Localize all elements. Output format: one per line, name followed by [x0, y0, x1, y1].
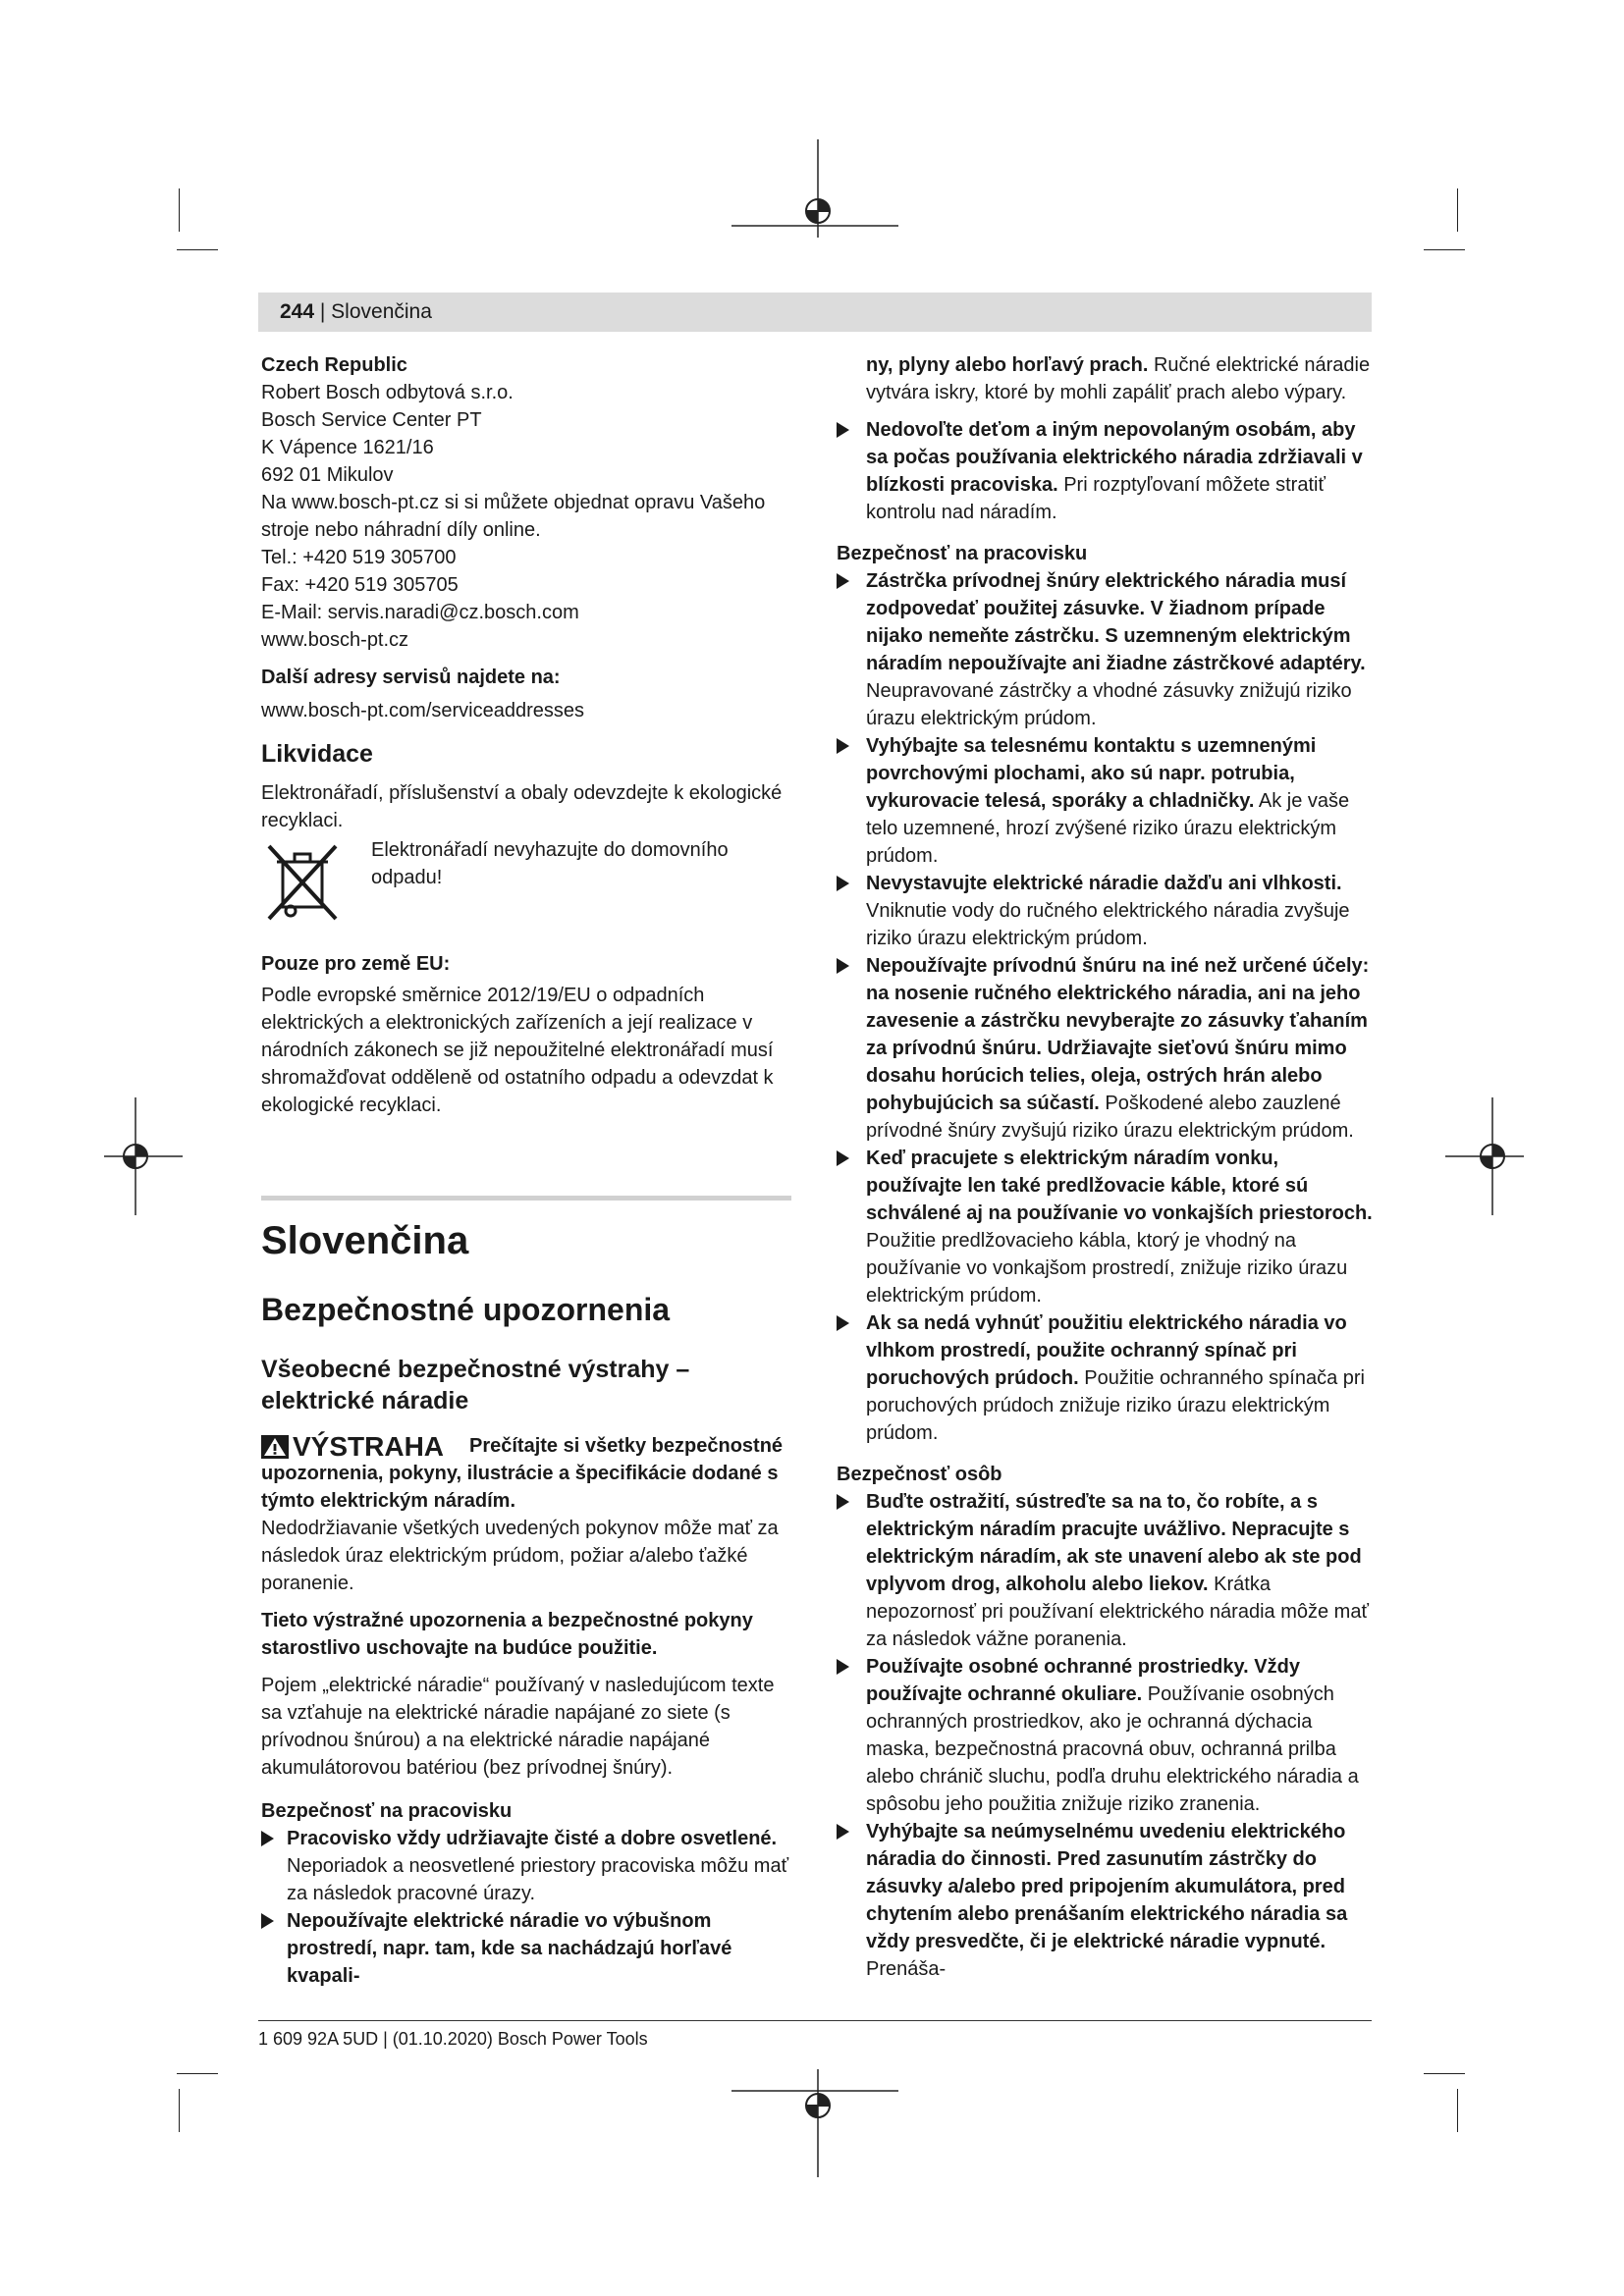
- crop-mark: [179, 2089, 180, 2132]
- warning-label: [261, 1432, 469, 1462]
- bullet-arrow-icon: [837, 1315, 849, 1331]
- weee-notice: [261, 836, 791, 923]
- contact-phone: Tel.: +420 519 305700: [261, 547, 457, 568]
- workplace-item: Pracovisko vždy udržiavajte čisté a dobre osvetlené. Neporiadok a neosvetlené priestory pracoviska môžu mať za následok pracovné úrazy.: [261, 1825, 791, 1907]
- footer-text: 1 609 92A 5UD | (01.10.2020) Bosch Power Tools: [258, 2029, 648, 2049]
- crop-mark: [1424, 2073, 1465, 2074]
- page-footer: [258, 2020, 1372, 2050]
- eu-text: Podle evropské směrnice 2012/19/EU o odpadních elektrických a elektronických zařízeních a její realizace v národních zákonech se již nepoužitelné elektronářadí musí shromažďovat odděleně od ostatního odpadu a odevzdat k ekologické recyklaci.: [261, 985, 774, 1116]
- electrical-item: Zástrčka prívodnej šnúry elektrického náradia musí zodpovedať použitej zásuvke. V žiadnom prípade nijako nemeňte zástrčku. S uzemneným elektrickým náradím nepoužívajte ani žiadne zástrčkové adaptéry. Neupravované zástrčky a vhodné zásuvky znižujú riziko úrazu elektrickým prúdom.: [837, 567, 1375, 732]
- bullet-arrow-icon: [837, 958, 849, 974]
- registration-mark-bottom: [731, 2069, 898, 2177]
- weee-text: Elektronářadí nevyhazujte do domovního odpadu!: [371, 839, 729, 888]
- workplace-item: Nepoužívajte elektrické náradie vo výbušnom prostredí, napr. tam, kde sa nachádzajú horľavé kvapali-: [261, 1907, 791, 1990]
- warning-word: VÝSTRAHA: [293, 1431, 445, 1462]
- safety-title: Bezpečnostné upozornenia: [261, 1292, 671, 1327]
- more-addresses-url: www.bosch-pt.com/serviceaddresses: [261, 700, 585, 721]
- persons-heading: Bezpečnosť osôb: [837, 1464, 1002, 1485]
- general-warnings-title: Všeobecné bezpečnostné výstrahy – elektrické náradie: [261, 1356, 690, 1415]
- header-separator: |: [314, 300, 332, 323]
- term-definition: Pojem „elektrické náradie“ používaný v nasledujúcom texte sa vzťahuje na elektrické náradie napájané zo siete (s prívodnou šnúrou) a na elektrické náradie napájané akumulátorovou batériou (bez prívodnej šnúry).: [261, 1675, 775, 1779]
- persons-item: Používajte osobné ochranné prostriedky. Vždy používajte ochranné okuliare. Používanie osobných ochranných prostriedkov, ako je ochranná dýchacia maska, bezpečnostná pracovná obuv, ochranná prilba alebo chránič sluchu, podľa druhu elektrického náradia a spôsobu jeho použitia znižuje riziko zranenia.: [837, 1653, 1375, 1818]
- contact-line: K Vápence 1621/16: [261, 437, 434, 458]
- contact-line: Bosch Service Center PT: [261, 409, 482, 431]
- section-divider: [261, 1196, 791, 1201]
- bullet-arrow-icon: [261, 1831, 274, 1846]
- disposal-text: Elektronářadí, příslušenství a obaly odevzdejte k ekologické recyklaci.: [261, 782, 783, 831]
- eu-heading: Pouze pro země EU:: [261, 953, 451, 975]
- warning-triangle-icon: [261, 1435, 289, 1459]
- electrical-item: Ak sa nedá vyhnúť použitiu elektrického náradia vo vlhkom prostredí, použite ochranný spínač pri poruchových prúdoch. Použitie ochranného spínača pri poruchových prúdoch znižuje riziko úrazu elektrickým prúdom.: [837, 1309, 1375, 1447]
- left-column: [261, 351, 791, 1990]
- electrical-item: Keď pracujete s elektrickým náradím vonku, používajte len také predlžovacie káble, ktoré sú schválené aj na používanie vo vonkajších priestoroch. Použitie predlžovacieho kábla, ktorý je vhodný na používanie vo vonkajšom prostredí, znižuje riziko úrazu elektrickým prúdom.: [837, 1145, 1375, 1309]
- contact-website: www.bosch-pt.cz: [261, 629, 409, 651]
- continuation-item: ny, plyny alebo horľavý prach. Ručné elektrické náradie vytvára iskry, ktoré by mohli zapáliť prach alebo výpary.: [866, 354, 1371, 403]
- warning-text: Nedodržiavanie všetkých uvedených pokynov môže mať za následok úraz elektrickým prúdom, požiar a/alebo ťažké poranenie.: [261, 1518, 779, 1594]
- persons-item: Buďte ostražití, sústreďte sa na to, čo robíte, a s elektrickým náradím pracujte uvážlivo. Nepracujte s elektrickým náradím, ak ste unavení alebo ak ste pod vplyvom drog, alkoholu alebo liekov. Krátka nepozornosť pri používaní elektrického náradia môže mať za následok vážne poranenia.: [837, 1488, 1375, 1653]
- contact-country: Czech Republic: [261, 354, 407, 376]
- bullet-arrow-icon: [261, 1913, 274, 1929]
- persons-item: Vyhýbajte sa neúmyselnému uvedeniu elektrického náradia do činnosti. Pred zasunutím zástrčky do zásuvky a/alebo pred pripojením akumulátora, pred chytením alebo prenášaním elektrického náradia sa vždy presvedčte, či je elektrické náradie vypnuté. Prenáša-: [837, 1818, 1375, 1983]
- electrical-item: Nepoužívajte prívodnú šnúru na iné než určené účely: na nosenie ručného elektrického náradia, ani na jeho zavesenie a zástrčku nevyberajte zo zásuvky ťahaním za prívodnú šnúru. Udržiavajte sieťovú šnúru mimo dosahu horúcich telies, oleja, ostrých hrán alebo pohybujúcich sa súčastí. Poškodené alebo zauzlené prívodné šnúry zvyšujú riziko úrazu elektrickým prúdom.: [837, 952, 1375, 1145]
- bullet-arrow-icon: [837, 1150, 849, 1166]
- crop-mark: [179, 188, 180, 232]
- electrical-item: Nevystavujte elektrické náradie dažďu ani vlhkosti. Vniknutie vody do ručného elektrického náradia zvyšuje riziko úrazu elektrickým prúdom.: [837, 870, 1375, 952]
- bullet-arrow-icon: [837, 876, 849, 891]
- crop-mark: [177, 249, 218, 250]
- bullet-arrow-icon: [837, 422, 849, 438]
- contact-line: Na www.bosch-pt.cz si si můžete objednat opravu Vašeho stroje nebo náhradní díly online.: [261, 492, 766, 541]
- more-addresses-heading: Další adresy servisů najdete na:: [261, 667, 561, 688]
- contact-line: 692 01 Mikulov: [261, 464, 394, 486]
- registration-mark-top: [731, 139, 898, 247]
- bullet-arrow-icon: [837, 738, 849, 754]
- registration-mark-right: [1445, 1097, 1524, 1215]
- crop-mark: [1457, 188, 1458, 232]
- page-number: 244: [280, 300, 315, 323]
- registration-mark-left: [104, 1097, 183, 1215]
- bullet-arrow-icon: [837, 1824, 849, 1840]
- section-title: Slovenčina: [261, 1219, 469, 1262]
- warning-bold-text: Prečítajte si všetky bezpečnostné upozornenia, pokyny, ilustrácie a špecifikácie dodané s týmto elektrickým náradím.: [261, 1435, 784, 1512]
- crop-mark: [1424, 249, 1465, 250]
- page-header: [258, 293, 1372, 332]
- disposal-heading: Likvidace: [261, 740, 373, 768]
- electrical-heading: Bezpečnosť na pracovisku: [837, 543, 1088, 564]
- contact-email: E-Mail: servis.naradi@cz.bosch.com: [261, 602, 579, 623]
- crop-mark: [1457, 2089, 1458, 2132]
- workplace-heading: Bezpečnosť na pracovisku: [261, 1800, 513, 1822]
- crop-mark: [177, 2073, 218, 2074]
- right-column: [837, 351, 1375, 1983]
- bullet-arrow-icon: [837, 1659, 849, 1675]
- bullet-arrow-icon: [837, 1494, 849, 1510]
- contact-line: Robert Bosch odbytová s.r.o.: [261, 382, 514, 403]
- keep-instructions: Tieto výstražné upozornenia a bezpečnostné pokyny starostlivo uschovajte na budúce použitie.: [261, 1610, 753, 1659]
- electrical-item: Vyhýbajte sa telesnému kontaktu s uzemnenými povrchovými plochami, ako sú napr. potrubia, vykurovacie telesá, sporáky a chladničky. Ak je vaše telo uzemnené, hrozí zvýšené riziko úrazu elektrickým prúdom.: [837, 732, 1375, 870]
- header-language: Slovenčina: [331, 300, 432, 323]
- contact-fax: Fax: +420 519 305705: [261, 574, 459, 596]
- crossed-bin-icon: [261, 840, 344, 923]
- bullet-arrow-icon: [837, 573, 849, 589]
- children-item: Nedovoľte deťom a iným nepovolaným osobám, aby sa počas používania elektrického náradia zdržiavali v blízkosti pracoviska. Pri rozptyľovaní môžete stratiť kontrolu nad náradím.: [837, 416, 1375, 526]
